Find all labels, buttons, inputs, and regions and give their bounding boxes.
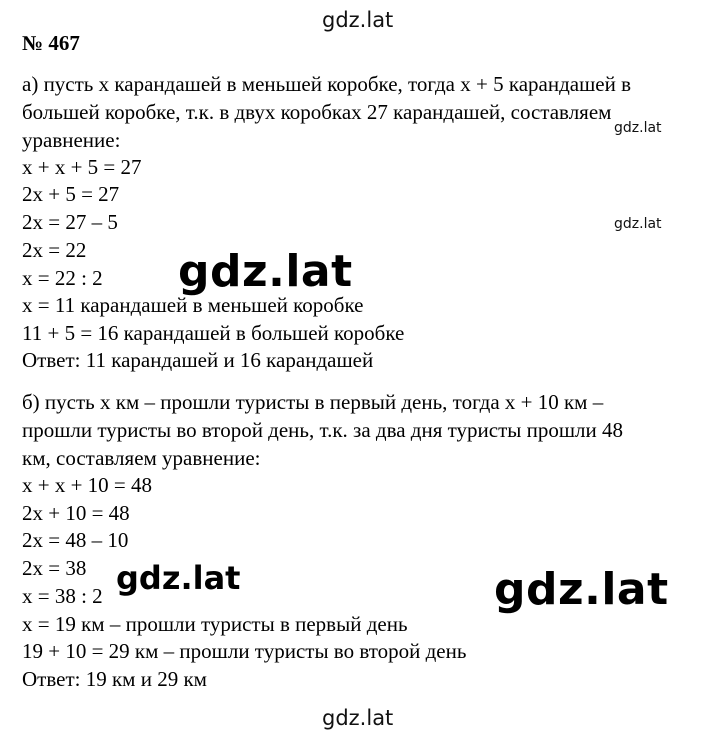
part-b-line: 2х = 38 bbox=[22, 556, 87, 580]
watermark-bottom: gdz.lat bbox=[322, 706, 394, 730]
part-a-line: х = 22 : 2 bbox=[22, 266, 103, 290]
part-b-line: х = 19 км – прошли туристы в первый день bbox=[22, 612, 408, 636]
watermark-big-center: gdz.lat bbox=[178, 246, 353, 297]
part-a-line: а) пусть х карандашей в меньшей коробке, тогда х + 5 карандашей в bbox=[22, 72, 631, 96]
watermark-big-right: gdz.lat bbox=[494, 564, 669, 615]
watermark-right-small-1: gdz.lat bbox=[614, 120, 662, 136]
problem-number: № 467 bbox=[22, 31, 80, 55]
part-a-line: х + х + 5 = 27 bbox=[22, 155, 142, 179]
part-a-line: х = 11 карандашей в меньшей коробке bbox=[22, 293, 364, 317]
part-b-line: х + х + 10 = 48 bbox=[22, 473, 153, 497]
part-a-line: 2х + 5 = 27 bbox=[22, 182, 120, 206]
part-a-line: большей коробке, т.к. в двух коробках 27 карандашей, составляем bbox=[22, 100, 612, 124]
part-b-line: х = 38 : 2 bbox=[22, 584, 103, 608]
part-a-line: 2х = 27 – 5 bbox=[22, 210, 118, 234]
part-b-line: км, составляем уравнение: bbox=[22, 446, 261, 470]
part-b-line: 2х = 48 – 10 bbox=[22, 528, 129, 552]
part-b-line: 19 + 10 = 29 км – прошли туристы во второй день bbox=[22, 639, 467, 663]
part-b-answer: Ответ: 19 км и 29 км bbox=[22, 667, 207, 691]
part-b-line: б) пусть х км – прошли туристы в первый день, тогда х + 10 км – bbox=[22, 390, 604, 414]
part-a-line: 2х = 22 bbox=[22, 238, 87, 262]
watermark-top: gdz.lat bbox=[322, 8, 394, 32]
part-a-answer: Ответ: 11 карандашей и 16 карандашей bbox=[22, 348, 374, 372]
part-b-line: 2х + 10 = 48 bbox=[22, 501, 130, 525]
part-b-line: прошли туристы во второй день, т.к. за два дня туристы прошли 48 bbox=[22, 418, 624, 442]
watermark-right-small-2: gdz.lat bbox=[614, 216, 662, 232]
part-a-line: уравнение: bbox=[22, 128, 121, 152]
watermark-medium-lower: gdz.lat bbox=[116, 559, 241, 597]
part-a-line: 11 + 5 = 16 карандашей в большей коробке bbox=[22, 321, 405, 345]
